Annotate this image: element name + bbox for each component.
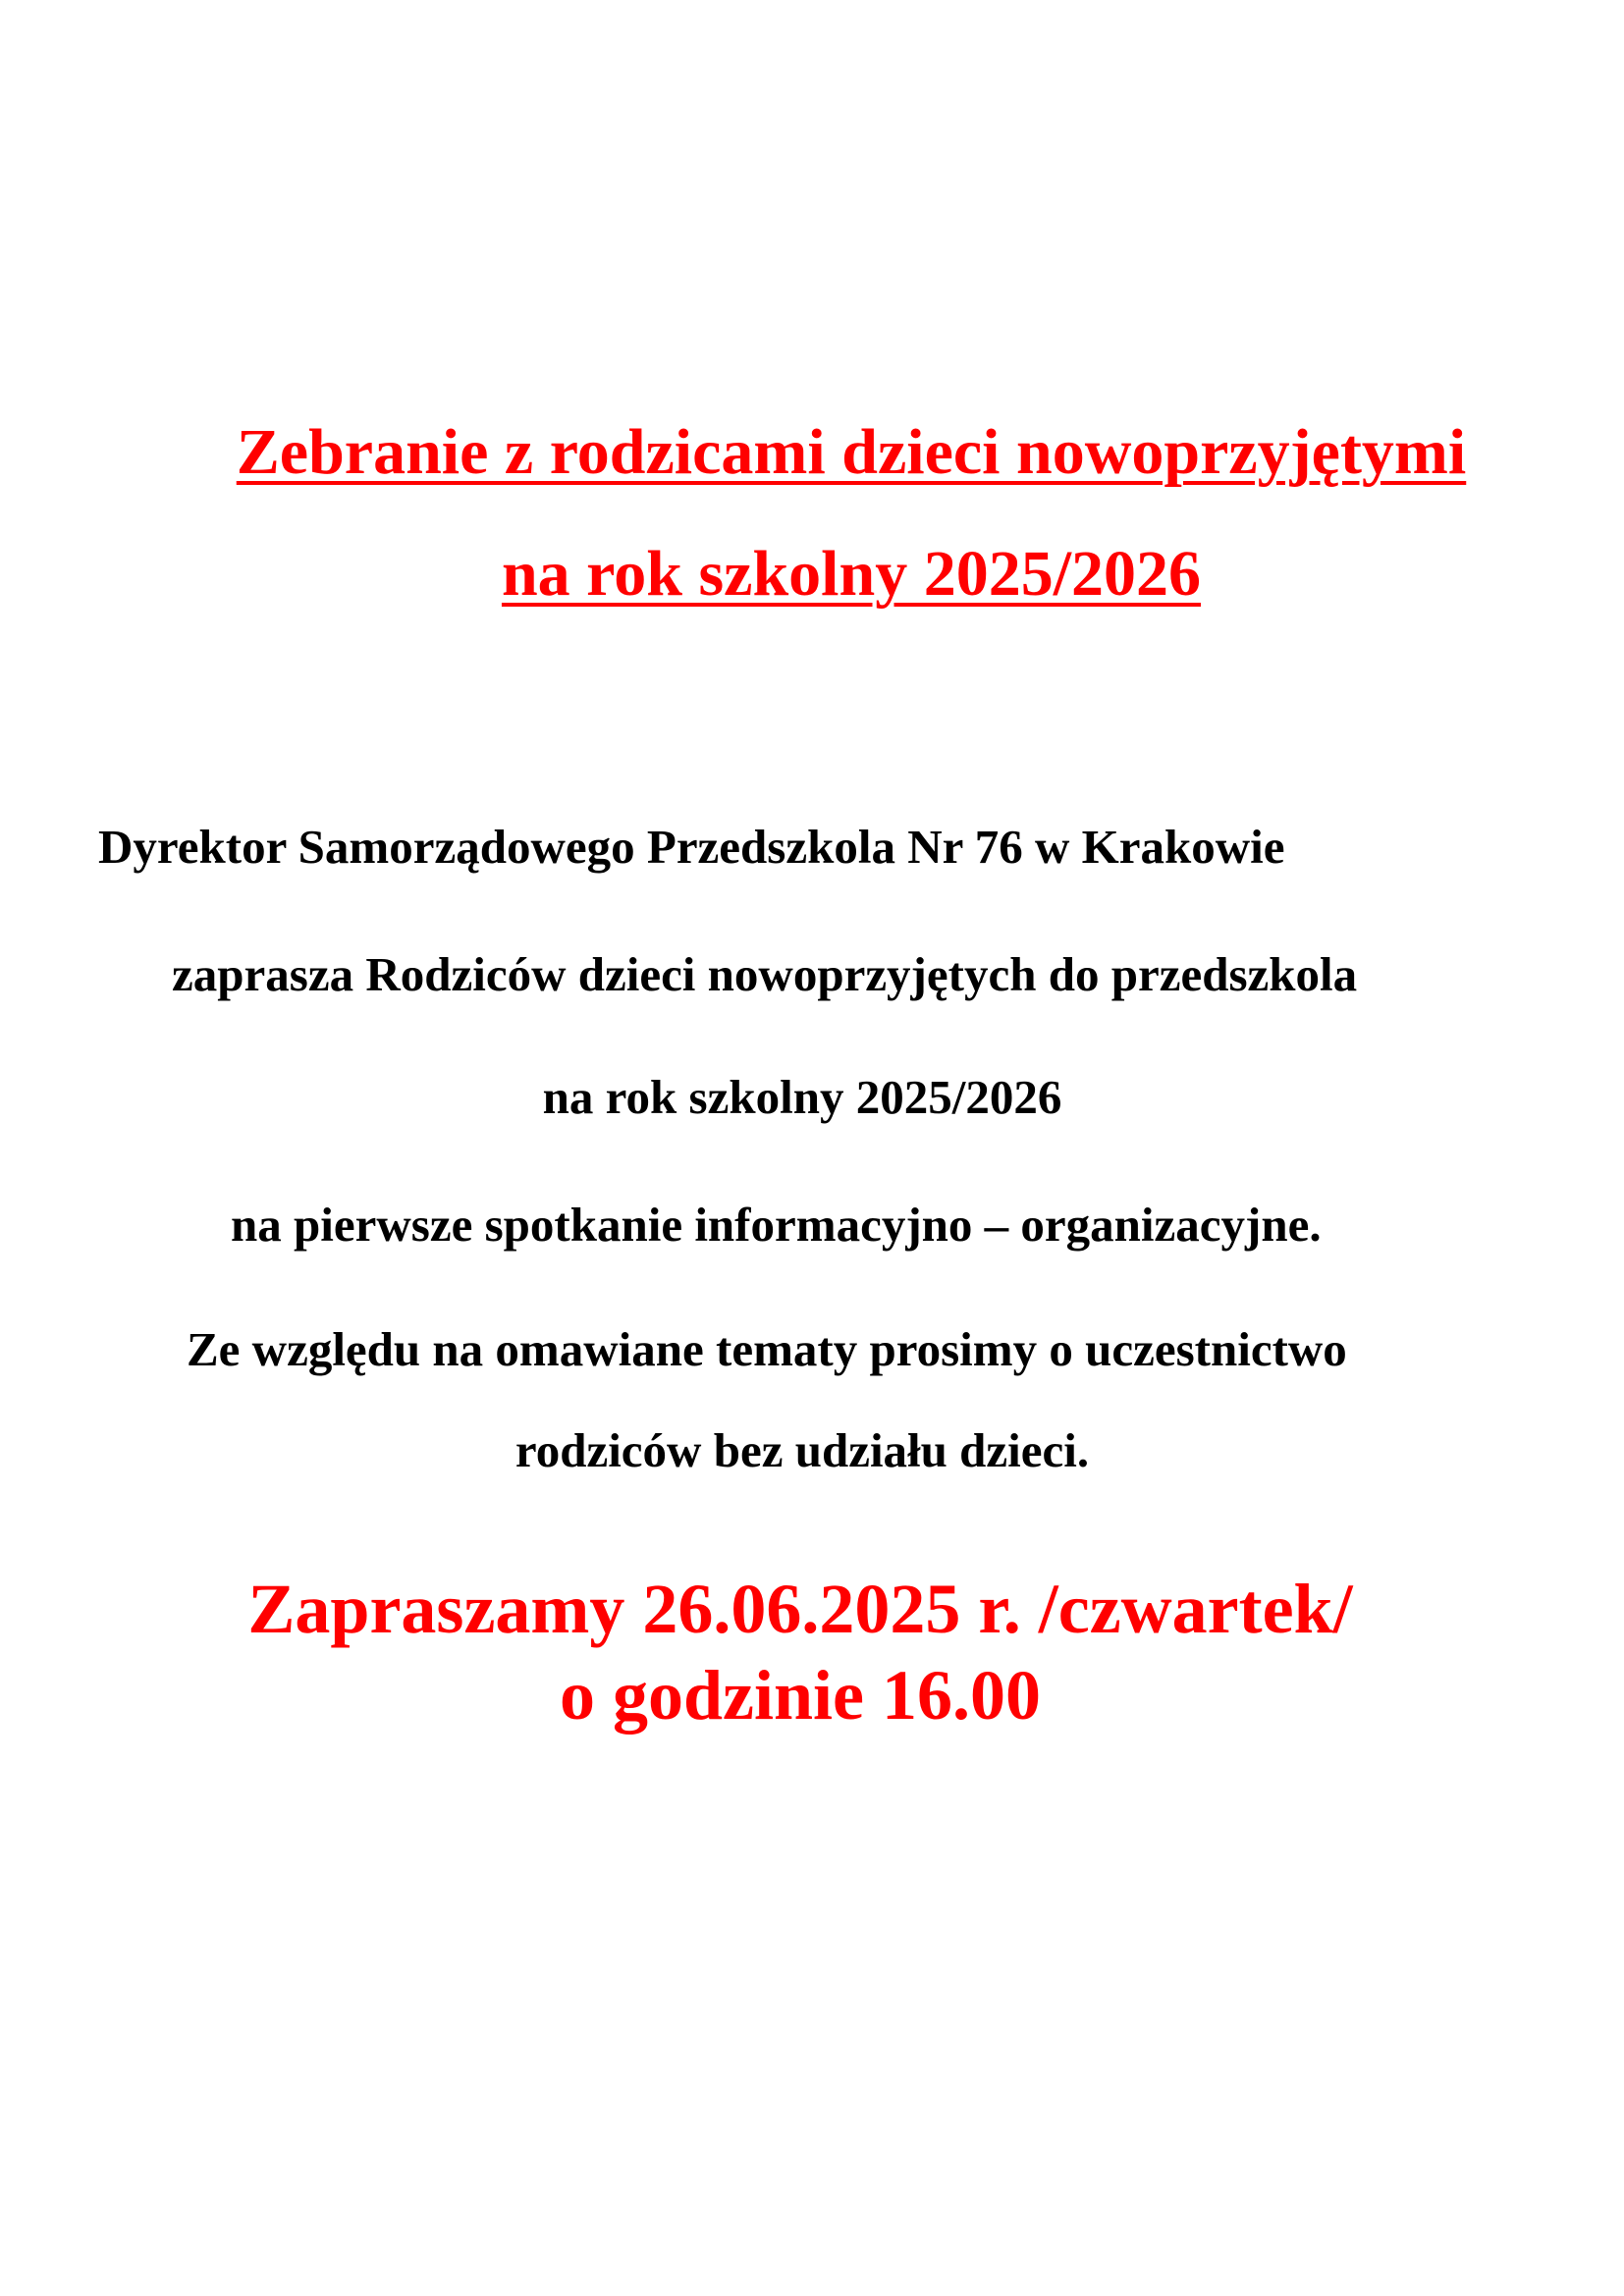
body-line-invites: zaprasza Rodziców dzieci nowoprzyjętych do przedszkola <box>172 947 1358 1001</box>
body-line-meeting: na pierwsze spotkanie informacyjno – organizacyjne. <box>231 1198 1322 1252</box>
body-line-director: Dyrektor Samorządowego Przedszkola Nr 76 w Krakowie <box>98 820 1285 874</box>
heading-line-1: Zebranie z rodzicami dzieci nowoprzyjętymi <box>236 416 1467 488</box>
body-line-topics: Ze względu na omawiane tematy prosimy o uczestnictwo <box>187 1322 1347 1376</box>
invitation-date: Zapraszamy 26.06.2025 r. /czwartek/ <box>247 1570 1353 1648</box>
body-line-school-year: na rok szkolny 2025/2026 <box>542 1070 1062 1124</box>
body-line-parents-only: rodziców bez udziału dzieci. <box>514 1423 1090 1477</box>
heading-line-2: na rok szkolny 2025/2026 <box>501 538 1202 610</box>
invitation-time: o godzinie 16.00 <box>559 1656 1041 1735</box>
